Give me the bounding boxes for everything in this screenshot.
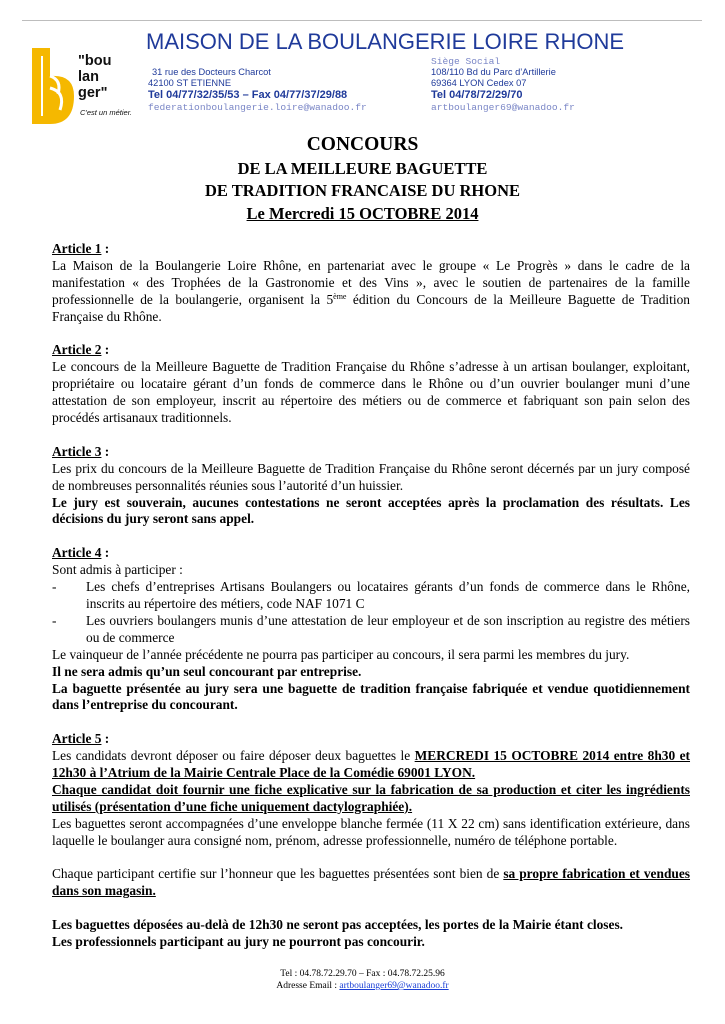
list-dash: -	[52, 579, 57, 595]
head-office-label: Siège Social	[431, 56, 501, 67]
article-4-bold-1: Il ne sera admis qu’un seul concourant par entreprise.	[52, 663, 362, 679]
article-1-text-a: La Maison de la Boulangerie Loire Rhône, en partenariat avec le groupe « Le Progrès » dans le cadre de la manifestation « des Trophées de la Gastronomie et des Vins », avec le soutien de partenaires de la famille professionnelle de la boulangerie, organisent la 5	[52, 257, 690, 307]
article-5-date-place: MERCREDI 15 OCTOBRE 2014 entre 8h30 et 12h30 à l’Atrium de la Mairie Centrale Place de la Comédie 69001 LYON.	[52, 748, 691, 781]
article-3-heading	[52, 444, 690, 461]
article-5-certify-text: Chaque participant certifie sur l’honneur que les baguettes présentées sont bien de	[52, 866, 504, 882]
article-4-note: Le vainqueur de l’année précédente ne pourra pas participer au concours, il sera parmi les membres du jury.	[52, 646, 630, 662]
article-1-text-b: édition du Concours de la Meilleure Baguette de Tradition Française du Rhône.	[52, 291, 690, 324]
contest-subtitle-1: DE LA MEILLEURE BAGUETTE	[237, 159, 488, 178]
article-4-label: Article 4	[52, 545, 102, 561]
article-5-fiche: Chaque candidat doit fournir une fiche explicative sur la fabrication de sa production et citer les ingrédients utilisés (présentation d’une fiche uniquement dactylographiée).	[52, 781, 690, 814]
right-address-city: 69364 LYON Cedex 07	[431, 78, 527, 88]
article-1-superscript: ème	[333, 291, 347, 301]
article-1-colon: :	[101, 241, 110, 256]
article-4-bold-2: La baguette présentée au jury sera une baguette de tradition française fabriquée et vendue quotidiennement dans l’entreprise du concourant.	[52, 680, 690, 713]
right-address-street: 108/110 Bd du Parc d’Artillerie	[431, 67, 556, 77]
article-5-heading	[52, 731, 690, 748]
logo-word-line1: "bou	[78, 53, 112, 69]
article-5-certify-emphasis: sa propre fabrication et vendues dans son magasin.	[52, 866, 691, 899]
logo-word-line2: lan	[78, 69, 99, 85]
rules-body	[52, 241, 690, 951]
article-2-label: Article 2	[52, 342, 102, 358]
contest-date: Le Mercredi 15 OCTOBRE 2014	[246, 204, 479, 223]
article-4-item-1: Les chefs d’entreprises Artisans Boulangers ou locataires gérants d’un fonds de commerce dans le Rhône, inscrits au répertoire des métiers, code NAF 1071 C	[86, 579, 690, 611]
article-4-heading	[52, 545, 690, 562]
article-4-item-2: Les ouvriers boulangers munis d’une attestation de leur employeur et de son inscription au registre des métiers ou de commerce	[86, 612, 690, 645]
list-dash: -	[52, 612, 57, 628]
article-3-label: Article 3	[52, 443, 102, 459]
article-2-heading	[52, 342, 690, 359]
top-rule	[22, 20, 702, 21]
logo-b-mark	[28, 46, 78, 126]
article-5-certify	[52, 866, 690, 900]
article-4-colon: :	[101, 545, 110, 561]
footer-phone: Tel : 04.78.72.29.70 – Fax : 04.78.72.25.96	[280, 969, 445, 979]
contest-title: CONCOURS	[306, 134, 419, 155]
footer-email-label: Adresse Email :	[276, 981, 340, 991]
article-3-colon: :	[101, 443, 110, 459]
right-address-phone: Tel 04/78/72/29/70	[431, 89, 523, 101]
logo-tagline: C'est un métier.	[80, 108, 133, 117]
article-1-label: Article 1	[52, 241, 102, 256]
left-address-city: 42100 ST ETIENNE	[148, 78, 232, 88]
article-5-envelope: Les baguettes seront accompagnées d’une enveloppe blanche fermée (11 X 22 cm) sans identification extérieure, dans laquelle le boulanger aura consigné nom, prénom, adresse professionnelle, numéro de téléphone portable.	[52, 815, 690, 848]
article-4-list-item	[52, 579, 690, 613]
contest-subtitle-2: DE TRADITION FRANCAISE DU RHONE	[204, 181, 521, 200]
article-5-colon: :	[101, 731, 110, 747]
article-5-deposit-text: Les candidats devront déposer ou faire déposer deux baguettes le	[52, 748, 415, 764]
article-2-text: Le concours de la Meilleure Baguette de Tradition Française du Rhône s’adresse à un artisan boulanger, exploitant, propriétaire ou locataire gérant d’un fonds de commerce dans le Rhône ou d’un ouvrier boulanger muni d’une attestation de son employeur, inscrit au répertoire des métiers ou de commerce et fabriquant son pain selon des procédés artisanaux traditionnels.	[52, 359, 690, 426]
organization-title: MAISON DE LA BOULANGERIE LOIRE RHONE	[146, 29, 625, 54]
left-address-email[interactable]: federationboulangerie.loire@wanadoo.fr	[148, 102, 367, 113]
article-3-bold-text: Le jury est souverain, aucunes contestations ne seront acceptées après la proclamation des résultats. Les décisions du jury seront sans appel.	[52, 494, 690, 527]
footer-email-line	[0, 980, 725, 992]
logo-word-line3: ger"	[78, 85, 108, 101]
article-5-deposit	[52, 748, 690, 782]
right-address-email[interactable]: artboulanger69@wanadoo.fr	[431, 102, 575, 113]
footer-email-link[interactable]: artboulanger69@wanadoo.fr	[339, 981, 449, 991]
left-address-phone: Tel 04/77/32/35/53 – Fax 04/77/37/29/88	[148, 89, 348, 101]
article-5-late-notice: Les baguettes déposées au-delà de 12h30 ne seront pas acceptées, les portes de la Mairie étant closes.	[52, 917, 624, 933]
article-3-text: Les prix du concours de la Meilleure Baguette de Tradition Française du Rhône seront décernés par un jury composé de nombreuses personnalités réunies sous l’autorité d’un huissier.	[52, 460, 690, 493]
article-5-jury-notice: Les professionnels participant au jury ne pourront pas concourir.	[52, 934, 425, 950]
article-4-list-item	[52, 613, 690, 647]
left-address-street: 31 rue des Docteurs Charcot	[152, 67, 271, 77]
boulanger-logo	[28, 46, 140, 126]
article-1-heading	[52, 241, 690, 258]
article-4-intro: Sont admis à participer :	[52, 562, 183, 578]
article-2-colon: :	[101, 342, 110, 358]
article-1-text	[52, 258, 690, 326]
article-5-label: Article 5	[52, 731, 102, 747]
